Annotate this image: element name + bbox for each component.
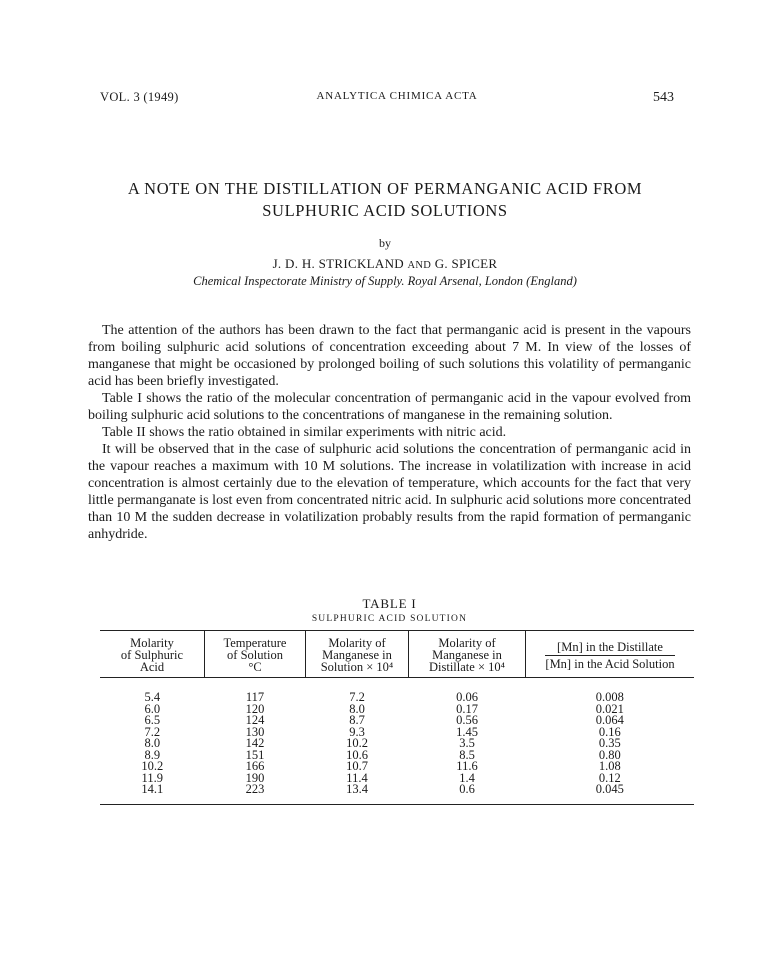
table-row: 5.4 117 7.2 0.06 0.008 bbox=[144, 690, 624, 704]
by-line: by bbox=[379, 236, 391, 250]
paragraph-1: The attention of the authors has been drawn to the fact that permanganic acid is present in the vapours from boiling sulphuric acid solutions of concentration exceeding about 7 M. In view of the losses of manganese that might be occasioned by prolonged boiling of such solutions this volatility of permanganic acid has been briefly investigated. bbox=[88, 323, 691, 389]
data-table bbox=[100, 630, 694, 805]
ratio-numerator: [Mn] in the Distillate bbox=[545, 640, 674, 656]
page-number: 543 bbox=[653, 90, 674, 105]
volume-year: VOL. 3 (1949) bbox=[100, 90, 179, 104]
header-ratio bbox=[526, 631, 695, 678]
author-2: G. SPICER bbox=[434, 256, 498, 271]
table-header-row bbox=[100, 631, 694, 678]
table-row: 8.0 142 10.2 3.5 0.35 bbox=[144, 736, 621, 750]
table-row: 14.1 223 13.4 0.6 0.045 bbox=[100, 784, 694, 804]
paragraph-2: Table I shows the ratio of the molecular concentration of permanganic acid in the vapour evolved from boiling sulphuric acid solutions to the concentrations of manganese in the remaining solution. bbox=[88, 391, 691, 423]
authors bbox=[80, 256, 690, 272]
paragraph-3: Table II shows the ratio obtained in similar experiments with nitric acid. bbox=[102, 425, 507, 440]
header-mn-distillate: Molarity of Manganese in Distillate × 10⁴ bbox=[409, 631, 526, 678]
ratio-fraction bbox=[545, 637, 674, 671]
table-row: 10.2 166 10.7 11.6 1.08 bbox=[141, 759, 621, 773]
table-title: TABLE I bbox=[362, 596, 417, 611]
article-body bbox=[88, 322, 691, 543]
paragraph-4: It will be observed that in the case of sulphuric acid solutions the concentration of permanganic acid in the vapour reaches a maximum with 10 M solutions. The increase in volatilization with increase in acid concentration is almost certainly due to the elevation of temperature, which accounts for the fact that very little permanganate is lost even from concentrated nitric acid. In sulphuric acid solutions more concentrated than 10 M the sudden decrease in volatilization probably results from the rapid formation of permanganic anhydride. bbox=[88, 442, 691, 542]
author-1: J. D. H. STRICKLAND bbox=[272, 256, 404, 271]
table-subtitle: SULPHURIC ACID SOLUTION bbox=[311, 614, 468, 624]
journal-name: ANALYTICA CHIMICA ACTA bbox=[316, 90, 478, 102]
title-line-1: A NOTE ON THE DISTILLATION OF PERMANGANIC ACID FROM bbox=[127, 179, 643, 198]
affiliation: Chemical Inspectorate Ministry of Supply. Royal Arsenal, London (England) bbox=[193, 274, 577, 288]
table-row: 8.9 151 10.6 8.5 0.80 bbox=[144, 747, 621, 762]
header-temperature: Temperature of Solution °C bbox=[205, 631, 306, 678]
header-sulphuric-molarity: Molarity of Sulphuric Acid bbox=[100, 631, 205, 678]
title-line-2: SULPHURIC ACID SOLUTIONS bbox=[262, 201, 508, 220]
article-title bbox=[80, 178, 690, 222]
header-mn-solution: Molarity of Manganese in Solution × 10⁴ bbox=[306, 631, 409, 678]
and-conjunction: AND bbox=[407, 260, 432, 271]
table-row: 6.5 124 8.7 0.56 0.064 bbox=[144, 713, 624, 727]
table-row: 7.2 130 9.3 1.45 0.16 bbox=[144, 724, 621, 739]
table-row: 11.9 190 11.4 1.4 0.12 bbox=[141, 770, 621, 785]
table-row: 6.0 120 8.0 0.17 0.021 bbox=[144, 701, 624, 716]
ratio-denominator: [Mn] in the Acid Solution bbox=[545, 657, 675, 671]
running-head bbox=[100, 90, 674, 110]
